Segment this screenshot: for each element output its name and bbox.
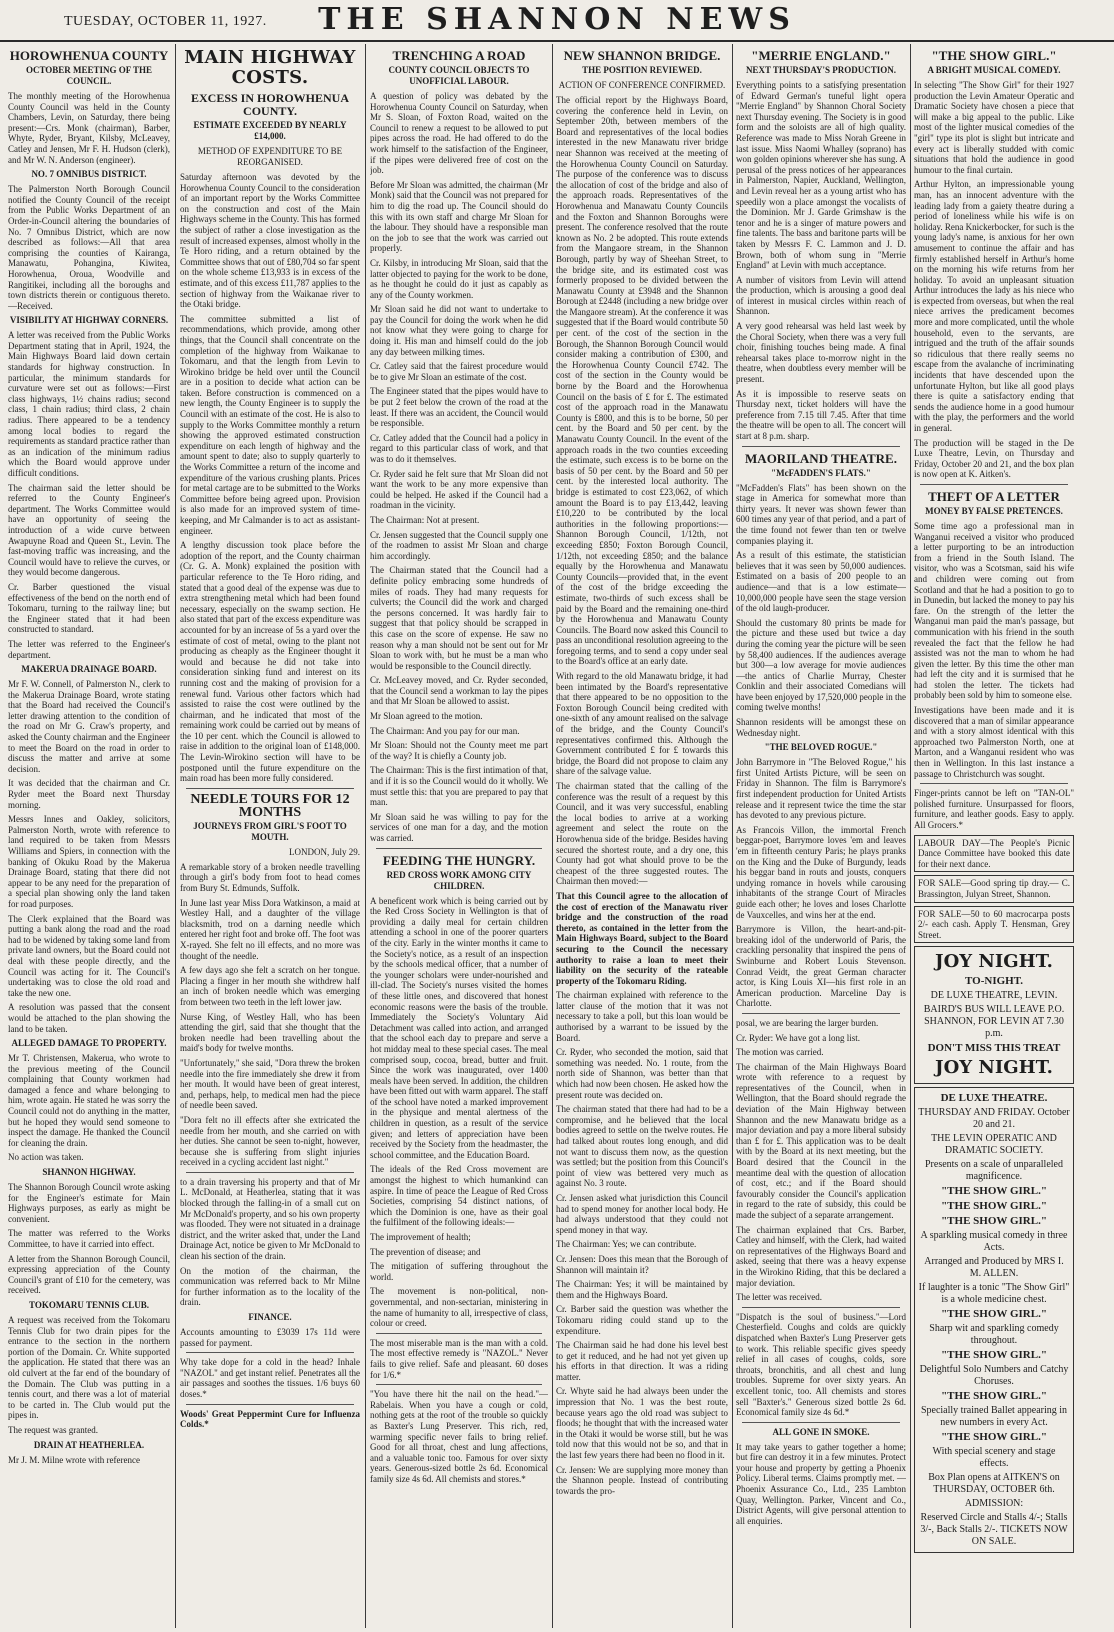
ad-line: With special scenery and stage effects. xyxy=(932,1446,1056,1470)
paragraph: A beneficent work which is being carried out by the Red Cross Society in Wellington is that of providing a daily meal for certain children attending a school in one of the poorer quarters of the city. Early in the winter months it came to the Society's notice, as a result of an inspection by the schools medical officer, that a number of the younger scholars were under-nourished and ill-clad. The Society's nurses visited the homes of these little ones, and discovered that honest economic reasons were the basis of the trouble. Immediately the Society's Voluntary Aid Detachment was called into action, and arranged that the school each day to prepare and serve a hot midday meal to these special cases. The meal comprised soup, cocoa, bread, butter and fruit. Since the work was inaugurated, over 1400 meals have been served. In addition, the children have been fitted out with warm apparel. The staff of the school have noted a marked improvement in the physique and mental alertness of the children in question, as a result of the service given; and letters of appreciation have been received by the Society from the headmaster, the school committee, and the Education Board. xyxy=(370,895,548,1160)
article-subheadline: EXCESS IN HOROWHENUA COUNTY. xyxy=(190,91,350,118)
section-heading: ALLEGED DAMAGE TO PROPERTY. xyxy=(11,1038,167,1049)
paragraph: Cr. Kilsby, in introducing Mr Sloan, said that the latter objected to paying for the work to be done, as he thought he could do it just as capably as any of the County workmen. xyxy=(370,257,548,300)
paragraph: The chairman explained that Crs. Barber, Catley and himself, with the Clerk, had waited on representatives of the Highways Board and asked, seeing that there was a heavy expense in the Wirokino Riding, that this be declared a major deviation. xyxy=(736,1224,906,1288)
paragraph: A very good rehearsal was held last week by the Choral Society, when there was a very full choir, finishing touches being made. A final rehearsal takes place to-morrow night in the theatre, when doubtless every member will be present. xyxy=(736,321,906,385)
column-rule xyxy=(910,44,911,1628)
paragraph: Cr. Ryder: We have got a long list. xyxy=(736,1032,860,1043)
paragraph: A resolution was passed that the consent would be attached to the plan showing the land to be taken. xyxy=(8,1002,170,1034)
advertisement: Why take dope for a cold in the head? Inhale "NAZOL" and get instant relief. Penetrates all the air passages and soothes the tissues. 1/6 buys 60 doses.* xyxy=(180,1357,360,1399)
divider xyxy=(186,1352,354,1353)
paragraph: Cr. Jensen: Does this mean that the Borough of Shannon will maintain it? xyxy=(556,1253,728,1275)
article-subheadline: OCTOBER MEETING OF THE COUNCIL. xyxy=(25,65,153,86)
classified-text: LABOUR DAY—The People's Picnic Dance Committee have booked this date for their next dance. xyxy=(918,837,1070,869)
paragraph: "Dora felt no ill effects after she extricated the needle from her mouth, and she carried on with her duties. She cannot be seen to-night, however, because she is suffering from slight injuries received in a cycling accident last night." xyxy=(180,1114,360,1168)
paragraph: As a result of this estimate, the statistician believes that it was seen by 50,000 audiences. Estimated on a basis of 200 people to an audience—and that is a low estimate—10,000,000 people have seen the stage version of the old laugh-producer. xyxy=(736,550,906,614)
paragraph: Mr Sloan said he was willing to pay for the services of one man for a day, and the motion was carried. xyxy=(370,811,548,843)
divider xyxy=(742,1307,900,1308)
paragraph: The Chairman: This is the first intimation of that, and if it is so the Council would do it wholly. We must settle this: that you are prepared to pay that man. xyxy=(370,765,548,808)
paragraph: Cr. Ryder, who seconded the motion, said that something was needed. No. 1 route, from the north side of Shannon, was better than that which had now been chosen. He asked how the present route was decided on. xyxy=(556,1047,728,1100)
paragraph: Messrs Innes and Oakley, solicitors, Palmerston North, wrote with reference to land required to be taken from Messrs Williams and Spiers, in connection with the banking of Okuku Road by the Makerua Drainage Board, stating that there did not appear to be any need for the preparation of a special plan showing only the land taken for road purposes. xyxy=(8,814,170,909)
paragraph: Everything points to a satisfying presentation of Edward German's tuneful light opera "Merrie England" by Shannon Choral Society next Thursday evening. The Society is in good form and the soloists are all of high quality. Reference was made to Miss Norah Greene in last issue. Miss Naomi Whalley (soprano) has won golden opinions wherever she has sung. A perusal of the press notices of her appearances in Palmerston, Napier, Auckland, Wellington, and Levin reveal her as a young artist who has speedily won a place amongst the vocalists of the Dominion. Mr J. Garde Grimshaw is the tenor and he is a singer of mature powers and fine talents. The bass and baritone parts will be taken by Messrs F. C. Lammon and J. D. Brown, both of whom sung in "Merrie England" at Levin with much acceptance. xyxy=(736,80,906,271)
article-subheadline: COUNTY COUNCIL OBJECTS TO UNOFFICIAL LABOUR. xyxy=(388,65,530,86)
issue-date: TUESDAY, OCTOBER 11, 1927. xyxy=(64,14,267,29)
section-heading: "THE BELOVED ROGUE." xyxy=(764,742,878,753)
article-deck: ESTIMATE EXCEEDED BY NEARLY £14,000. xyxy=(193,120,347,141)
paragraph: Cr. Whyte said he had always been under the impression that No. 1 was the best route, because years ago the old road was subject to floods; he thought that with the increased water in the Otaki it would be worse still, but he was told now that this would not be so, and that in the last few years there had been no flood in it. xyxy=(556,1386,728,1461)
paragraph: The production will be staged in the De Luxe Theatre, Levin, on Thursday and Friday, October 20 and 21, and the box plan is now open at K. Aitken's. xyxy=(914,437,1074,480)
paragraph: The Clerk explained that the Board was putting a bank along the road and the road had to be widened by taking some land from private land owners, but the Board could not deal with these people directly, and the Council was acting for it. The Council's undertaking was to close the old road and take the new one. xyxy=(8,913,170,998)
paragraph: Cr. Barber questioned the visual effectiveness of the bend on the north end of Tokomaru, turning to the railway line; but the Engineer stated that it had been constructed to standard. xyxy=(8,581,170,635)
paragraph: The improvement of health; xyxy=(370,1232,471,1242)
article-headline: MAORILAND THEATRE. xyxy=(745,450,897,466)
paragraph: Mr Sloan said he did not want to undertake to pay the Council for doing the work when he did not know what they were going to charge for doing it. His man and himself could do the job any day between milking times. xyxy=(370,304,548,357)
paragraph: As it is impossible to reserve seats on Thursday next, ticket holders will have the preference from 7.15 till 7.45. After that time the theatre will be open to all. The concert will start at 8 p.m. sharp. xyxy=(736,388,906,441)
divider xyxy=(742,446,900,447)
paragraph: The chairman explained with reference to the latter clause of the motion that it was not necessary to take a poll, but this loan would be authorised by a warrant to be issued by the Board. xyxy=(556,990,728,1043)
paragraph: Cr. Jensen asked what jurisdiction this Council had to spend money for another local body. He had always understood that they could not spend money in that way. xyxy=(556,1192,728,1235)
article-headline: NEEDLE TOURS FOR 12 MONTHS xyxy=(190,791,350,820)
paragraph: The ideals of the Red Cross movement are amongst the highest to which humankind can aspire. In time of peace the League of Red Cross Societies, comprising 54 distinct nations, of which the Dominion is one, have as their goal the fulfilment of the following ideals:— xyxy=(370,1164,548,1228)
paragraph: In selecting "The Show Girl" for their 1927 production the Levin Amateur Operatic and Dramatic Society have chosen a piece that will make a big appeal to the public. Like most of the lighter musical comedies of the "girl" type its plot is slight but intricate and every act is liberally studded with comic situations that hold the audience in good humour to the final curtain. xyxy=(914,80,1074,175)
article-deck: METHOD OF EXPENDITURE TO BE REORGANISED. xyxy=(197,146,343,167)
column-show-girl xyxy=(914,44,1074,1628)
paragraph: Cr. McLeavey moved, and Cr. Ryder seconded, that the Council send a workman to lay the pipes and that Mr Sloan be allowed to assist. xyxy=(370,675,548,707)
paragraph: The letter was referred to the Engineer's department. xyxy=(8,638,170,660)
ad-line: "THE SHOW GIRL." xyxy=(941,1390,1047,1403)
paragraph: The chairman stated that there had had to be a compromise, and he believed that the local bodies agreed to settle on the twelve routes. He had talked about routes long enough, and did not want to discuss them now, as the question was settled; but the position from this Council's point of view was bettered very much as against No. 3 route. xyxy=(556,1104,728,1189)
section-heading: VISIBILITY AT HIGHWAY CORNERS. xyxy=(9,315,169,326)
paragraph: The Chairman stated that the Council had a definite policy embracing some hundreds of miles of roads. They had many requests for culverts; the Council did the work and charged the persons concerned. It was hardly fair to suggest that that policy should be scrapped in this case on the score of expense. He saw no reason why a man should not be sent out for Mr Sloan to work with, but he must be a man who would be responsible to the Council directly. xyxy=(370,565,548,671)
paragraph: The committee submitted a list of recommendations, which provide, among other things, that the Council shall concentrate on the completion of the highway from Waikanae to Tokomaru, and that the length from Levin to Wirokino bridge be held over until the Council are in a position to decide what action can be taken. Before construction is commenced on a new length, the County Engineer is to supply the Council with an estimate of the cost. He is also to supply to the Works Committee monthly a return showing the approved estimated construction expenditure on each length of highway and the amount spent to date; also to supply quarterly to the Works Committee a return of the income and expenditure of the various crushing plants. Prices for metal cartage are to be submitted to the Works Committee before being agreed upon. Provision is also made for an improved system of time-keeping, and Mr Calmander is to act as assistant-engineer. xyxy=(180,313,360,536)
divider xyxy=(742,1422,900,1423)
section-heading: NO. 7 OMNIBUS DISTRICT. xyxy=(31,169,147,180)
article-subheadline: THE POSITION REVIEWED. xyxy=(582,65,702,75)
article-headline: MAIN HIGHWAY COSTS. xyxy=(184,47,356,88)
classified-text: FOR SALE—Good spring tip dray.— C. Brassington, Julyan Street, Shannon. xyxy=(918,878,1070,899)
paragraph: A lengthy discussion took place before the adoption of the report, and the County chairman (Cr. G. A. Monk) explained the position with particular reference to the Te Horo riding, and stated that a good deal of the expense was due to extra strengthening metal which had been found necessary, especially on the swamp section. He also stated that part of the excess expenditure was accounted for by an increase of 5s a yard over the estimate of cost of metal, owing to the plant not producing as cheaply as the Engineer thought it would and because he did not take into consideration sinking fund and interest on its running cost and the making of provision for a renewal fund. Various other factors which had assisted to raise the cost were outlined by the chairman, and he indicated that most of the remaining work could be carried out by means of the 10 per cent. which the Council is allowed to raise in addition to the original loan of £148,000. The Levin-Wirokino section will have to be postponed until the future expenditure on the main road has been more fully considered. xyxy=(180,540,360,784)
ad-line: "THE SHOW GIRL." xyxy=(941,1200,1047,1213)
column-trenching-a-road xyxy=(370,44,548,1628)
ad-line: "THE SHOW GIRL." xyxy=(941,1308,1047,1321)
paragraph: Cr. Barber said the question was whether the Tokomaru riding could stand up to the expenditure. xyxy=(556,1304,728,1336)
paragraph: In June last year Miss Dora Watkinson, a maid at Westley Hall, and a daughter of the village blacksmith, trod on a darning needle which entered her right foot and broke off. The foot was X-rayed. She felt no ill effects, and no more was thought of the needle. xyxy=(180,897,360,961)
paragraph: John Barrymore in "The Beloved Rogue," his first United Artists Picture, will be seen on Friday in Shannon. The film is Barrymore's first independent production for United Artists release and it represent twice the time the star has devoted to any previous picture. xyxy=(736,757,906,821)
paragraph: Cr. Jensen: We are supplying more money than the Shannon people. Instead of contributing towards the pro- xyxy=(556,1464,728,1496)
paragraph: Should the customary 80 prints be made for the picture and these used but twice a day during the coming year the picture will be seen by 58,400 audiences. If the audiences average but 300—a low average for movie audiences—the antics of Charlie Murray, Chester Conklin and their associated Comedians will have been enjoyed by 17,520,000 people in the coming twelve months! xyxy=(736,617,906,713)
column-rule xyxy=(175,44,176,1628)
paragraph: The prevention of disease; and xyxy=(370,1246,481,1257)
ad-line: BAIRD'S BUS WILL LEAVE P.O. SHANNON, FOR LEVIN AT 7.30 p.m. xyxy=(923,1004,1065,1040)
ad-line: Presents on a scale of unparalleled magnificence. xyxy=(924,1159,1063,1183)
article-headline: "THE SHOW GIRL." xyxy=(931,48,1057,63)
article-subheadline: RED CROSS WORK AMONG CITY CHILDREN. xyxy=(386,869,532,891)
classified-ad xyxy=(914,906,1074,944)
column-merrie-england xyxy=(736,44,906,1628)
advertisement: "You have there hit the nail on the head."—Rabelais. When you have a cough or cold, nothing gets at the root of the trouble so quickly as Baxter's Lung Preserver. This rich, red, warming specific never fails to bring relief. Good for all throat, chest and lung affections, and a valuable tonic too. Famous for over sixty years. Generous-sized bottle 2s 6d. Economical family size 4s 6d. All chemists and stores.* xyxy=(370,1389,548,1484)
classified-text: FOR SALE—50 to 60 macrocarpa posts 2/- each cash. Apply T. Hensman, Grey Street. xyxy=(918,908,1070,940)
article-deck: ACTION OF CONFERENCE CONFIRMED. xyxy=(558,80,726,90)
classified-ad xyxy=(914,875,1074,902)
paragraph: Before Mr Sloan was admitted, the chairman (Mr Monk) said that the Council was not prepared for him to dig the road up. The Council should do this with its own staff and charge Mr Sloan for the labour. They should have a responsible man on the job to see that the work was carried out properly. xyxy=(370,179,548,254)
paragraph: The letter was received. xyxy=(736,1292,822,1303)
dateline: LONDON, July 29. xyxy=(289,846,360,857)
column-new-shannon-bridge xyxy=(556,44,728,1628)
paragraph: The Chairman: And you pay for our man. xyxy=(370,725,520,736)
masthead xyxy=(0,0,1114,42)
paragraph: Barrymore is Villon, the heart-and-pit-breaking idol of the underworld of Paris, the crackling personality that inspired the pens of Swinburne and Robert Louis Stevenson. Conrad Veidt, the great German character actor, is King Louis XI—his first role in an American production. Marceline Day is Charlotte. xyxy=(736,924,906,1009)
newspaper-title: THE SHANNON NEWS xyxy=(318,2,796,37)
article-headline: THEFT OF A LETTER xyxy=(928,488,1060,504)
section-heading: SHANNON HIGHWAY. xyxy=(42,1167,136,1178)
paragraph: posal, we are bearing the larger burden. xyxy=(736,1017,879,1028)
paragraph: Cr. Ryder said he felt sure that Mr Sloan did not want the work to be any more expensive than could be helped. He asked if the Council had a roadman in the vicinity. xyxy=(370,468,548,511)
ad-line: ADMISSION: xyxy=(964,1498,1024,1510)
paragraph: The chairman of the Main Highways Board wrote with reference to a request by representatives of the Council, when in Wellington, that the Board should regrade the deviation of the Main Highway between Shannon and the new Manawatu bridge as a major deviation and pay a more liberal subsidy than £ for £. This application was to be dealt with by the Board at its next meeting, but the Board desired that the Council in the meantime deal with the question of allocation of cost, etc.; and if the Board should favourably consider the Council's application in regard to the rate of subsidy, this could be made the subject of a separate arrangement. xyxy=(736,1061,906,1220)
paragraph: A request was received from the Tokomaru Tennis Club for two drain pipes for the entrance to the section in the northern portion of the Domain. Cr. White supported the application. He stated that there was an old culvert at the far end of the boundary of the Domain. The Club was putting in a tennis court, and there was a lot of material to be carted in. The Club would put the pipes in. xyxy=(8,1314,170,1421)
advertisement: Finger-prints cannot be left on "TAN-OL" polished furniture. Unsurpassed for floors, furniture, and leather goods. Easy to apply. All Grocers.* xyxy=(914,788,1074,830)
paragraph: The Chairman said he had done his level best to get it reduced, and he had not yet given up his efforts in that direction. It was a riding matter. xyxy=(556,1340,728,1382)
ad-line: "THE SHOW GIRL." xyxy=(941,1349,1047,1362)
divider xyxy=(920,484,1068,485)
paragraph: Accounts amounting to £3039 17s 11d were passed for payment. xyxy=(180,1327,360,1348)
paragraph: The Palmerston North Borough Council notified the County Council of the receipt from the Public Works Department of an Order-in-Council altering the boundaries of No. 7 Omnibus District, which are now described as follows:—All that area comprising the counties of Kairanga, Manawatu, Pohangina, Kiwitea, Horowhenua, Oroua, Woodville and Rangitikei, including all the boroughs and town districts therein or contiguous thereto.—Received. xyxy=(8,184,170,311)
paragraph: "McFadden's Flats" has been shown on the stage in America for somewhat more than thirty years. It never was shown fewer than 600 times any year of that period, and a part of the time found not fewer than ten or twelve companies playing it. xyxy=(736,482,906,546)
article-headline: "MERRIE ENGLAND." xyxy=(751,48,891,63)
divider xyxy=(376,1333,542,1334)
paragraph: Nurse King, of Westley Hall, who has been attending the girl, said that she thought that the broken needle had been travelling about the maid's body for twelve months. xyxy=(180,1011,360,1054)
section-heading: MAKERUA DRAINAGE BOARD. xyxy=(21,664,157,675)
paragraph: "Unfortunately," she said, "Dora threw the broken needle into the fire immediately she drew it from her mouth. It would have been of great interest, and, perhaps, help, to medical men had the piece of needle been saved. xyxy=(180,1057,360,1111)
show-girl-ad xyxy=(914,1087,1074,1553)
divider xyxy=(186,788,354,789)
article-subheadline: NEXT THURSDAY'S PRODUCTION. xyxy=(745,65,897,75)
paragraph: Saturday afternoon was devoted by the Horowhenua County Council to the consideration of an important report by the Works Committee on the construction and cost of the Main Highways scheme in the County. This has formed the subject of rather a close investigation as the result of increased expenses, almost wholly in the Te Horo riding, and a return obtained by the Committee shows that out of £80,704 so far spent on the whole scheme £13,933 is in excess of the estimate, and of this excess £11,787 applies to the section of highway from the Waikanae river to the Otaki bridge. xyxy=(180,172,360,310)
paragraph: Mr T. Christensen, Makerua, who wrote to the previous meeting of the Council complaining that County workmen had damaged a fence and whare belonging to him, wrote again. He stated he was sorry the Council could not do anything in the matter, but he hoped they would send someone to inspect the damage. He thanked the Council for cleaning the drain. xyxy=(8,1053,170,1148)
column-rule xyxy=(552,44,553,1628)
ad-line: Reserved Circle and Stalls 4/-; Stalls 3/-, Back Stalls 2/-. TICKETS NOW ON SALE. xyxy=(920,1512,1068,1548)
paragraph: On the motion of the chairman, the communication was referred back to Mr Milne for further information as to the locality of the drain. xyxy=(180,1265,360,1308)
paragraph: The monthly meeting of the Horowhenua County Council was held in the County Chambers, Levin, on Saturday, there being present:—Crs. Monk (chairman), Barber, Whyte, Ryder, Bryant, Kilsby, McLeavey, Catley and Jensen, Mr F. H. Hudson (clerk), and Mr W. N. Anderson (engineer). xyxy=(8,91,170,165)
joy-night-ad xyxy=(914,946,1074,1084)
paragraph: As Francois Villon, the immortal French beggar-poet, Barrymore loves 'em and leaves 'em in fifteenth century Paris; he plays pranks on the King and the Duke of Burgundy, leads his beggar band in routs and jousts, conquers undying romance in hovels while carousing inhabitants of the strange Court of Miracles guide each other; he loves and loses Charlotte de Vauxcelles, and wins her at the end. xyxy=(736,824,906,920)
article-subheadline: MONEY BY FALSE PRETENCES. xyxy=(925,505,1063,516)
paragraph: The chairman said the letter should be referred to the County Engineer's department. The Works Committee would have an opportunity of seeing the introduction of a wide curve between Awapuyne Road and Queen St., Levin. The fast-moving traffic was increasing, and the Council would have to relieve the curves, or they would become dangerous. xyxy=(8,482,170,578)
paragraph: Mr F. W. Connell, of Palmerston N., clerk to the Makerua Drainage Board, wrote stating that the Board had received the Council's letter drawing attention to the condition of the road on Mr G. Craw's property, and asked the County chairman and the Engineer to meet the Board on the road in order to discuss the matter and arrive at some decision. xyxy=(8,679,170,774)
column-main-highway-costs xyxy=(180,44,360,1628)
ad-line: DE LUXE THEATRE, LEVIN. xyxy=(930,990,1058,1002)
paragraph: Cr. Catley said that the fairest procedure would be to give Mr Sloan an estimate of the cost. xyxy=(370,361,548,382)
article-subheadline: JOURNEYS FROM GIRL'S FOOT TO MOUTH. xyxy=(193,820,347,842)
advertisement: "Dispatch is the soul of business."—Lord Chesterfield. Coughs and colds are quickly dispatched when Baxter's Lung Preserver gets to work. This reliable specific gives speedy relief in all cases of coughs, colds, sore throats, bronchitis, and all chest and lung troubles. Supreme for over sixty years. An excellent tonic, too. All chemists and stores sell "Baxter's." Generous sized bottle 2s 6d. Economical family size 4s 6d.* xyxy=(736,1311,906,1418)
divider xyxy=(186,1172,354,1173)
paragraph: No action was taken. xyxy=(8,1152,84,1163)
ad-line: Specially trained Ballet appearing in new numbers in every Act. xyxy=(920,1405,1068,1429)
divider xyxy=(186,1404,354,1405)
column-rule xyxy=(365,44,366,1628)
paragraph: The Shannon Borough Council wrote asking for the Engineer's estimate for Main Highways purposes, as early as might be convenient. xyxy=(8,1182,170,1224)
ad-title: JOY NIGHT. xyxy=(935,951,1053,973)
ad-line: "THE SHOW GIRL." xyxy=(941,1431,1047,1444)
ad-line: Box Plan opens at AITKEN'S on THURSDAY, OCTOBER 6th. xyxy=(928,1472,1060,1496)
paragraph: Mr Sloan: Should not the County meet me part of the way? It is chiefly a County job. xyxy=(370,740,548,761)
section-heading: DRAIN AT HEATHERLEA. xyxy=(33,1439,145,1450)
motion-text: That this Council agree to the allocation of the cost of erection of the Manawatu river bridge and the construction of the road thereto, as contained in the letter from the Main Highways Board, subject to the Board securing to the Council the necessary authority to raise a loan to meet their liability on the security of the rateable property of the Tokomaru Riding. xyxy=(556,890,728,986)
paragraph: A remarkable story of a broken needle travelling through a girl's body from foot to head comes from Bury St. Edmunds, Suffolk. xyxy=(180,861,360,894)
section-heading: FINANCE. xyxy=(248,1312,292,1322)
paragraph: With regard to the old Manawatu bridge, it had been intimated by the Board's representative that there appeared to be no opposition to the Foxton Borough Council being credited with one-sixth of any amount realised on the salvage of the bridge, and the County Council's representatives confirmed this. Although the Government contributed £ for £ towards this bridge, the Board did not propose to claim any share of the salvage value. xyxy=(556,671,728,777)
paragraph: The movement is non-political, non-governmental, and non-sectarian, ministering in the name of humanity to all, irrespective of class, colour or creed. xyxy=(370,1286,548,1329)
ad-line: "THE SHOW GIRL." xyxy=(941,1215,1047,1228)
paragraph: Shannon residents will be amongst these on Wednesday night. xyxy=(736,717,906,738)
advertisement: The most miserable man is the man with a cold. The most effective remedy is "NAZOL." Never fails to give relief. Safe and pleasant. 60 doses for 1/6.* xyxy=(370,1337,548,1380)
paragraph: It was decided that the chairman and Cr. Ryder meet the Board next Thursday morning. xyxy=(8,778,170,810)
divider xyxy=(920,783,1068,784)
paragraph: A letter from the Shannon Borough Council, expressing appreciation of the County Council's grant of £10 for the cemetery, was received. xyxy=(8,1253,170,1296)
article-headline: HOROWHENUA COUNTY xyxy=(9,48,169,63)
ad-line: A sparkling musical comedy in three Acts. xyxy=(920,1230,1068,1254)
paragraph: Mr J. M. Milne wrote with reference xyxy=(8,1454,140,1465)
advertisement: It may take years to gather together a home; but fire can destroy it in a few minutes. Protect your house and property by getting a Phoenix Policy. Liberal terms. Claims promptly met. —Phoenix Assurance Co., Ltd., 235 Lambton Quay, Wellington. Parker, Vincent and Co., District Agents, will give personal attention to all enquiries. xyxy=(736,1441,906,1526)
column-rule xyxy=(732,44,733,1628)
paragraph: The motion was carried. xyxy=(736,1047,824,1058)
paragraph: A letter was received from the Public Works Department stating that in April, 1924, the Main Highways Board laid down certain standards for highway construction. In particular, the minimum standards for curvature were set out as follows:—First class highways, 1½ chains radius; second class, 1 chain radius; third class, 2 chain radius. There appeared to be a tendency among local bodies to regard the requirements as standard practice rather than as an indication of the minimum radius which the Board would approve under difficult conditions. xyxy=(8,330,170,478)
divider xyxy=(376,1384,542,1385)
article-headline: NEW SHANNON BRIDGE. xyxy=(563,48,721,63)
paragraph: A question of policy was debated by the Horowhenua County Council on Saturday, when Mr S. Sloan, of Foxton Road, waited on the Council to renew a request to be allowed to put pipes across the road. He had offered to do the work himself to the satisfaction of the Engineer, if the pipes were delivered free of cost on the job. xyxy=(370,91,548,176)
paragraph: The mitigation of suffering throughout the world. xyxy=(370,1261,548,1282)
ad-line: DON'T MISS THIS TREAT xyxy=(927,1042,1061,1055)
paragraph: The matter was referred to the Works Committee, to have it carried into effect. xyxy=(8,1228,170,1249)
divider xyxy=(376,848,542,849)
paragraph: Arthur Hylton, an impressionable young man, has an innocent adventure with the leading lady from a gaiety theatre during a period of loneliness while his wife is on holiday. Rena Knickerbocker, for such is the young lady's name, is anxious for her own amusement to continue the affair and has firmly established herself in Arthur's home on the morning his wife returns from her holiday. To avoid an unpleasant situation Arthur introduces the lady as his niece who is expected from overseas, but when the real niece arrives the predicament becomes more and more complicated, until the whole household, even to the servants, are intrigued and the truth of the affair sounds so ridiculous that there really seems no escape from the avalanche of incriminating incidents that have descended upon the unfortunate Hylton, but like all good plays there is quite a satisfactory ending that sends the audience home in a good humour with the play, the performers and the world in general. xyxy=(914,179,1074,433)
paragraph: Investigations have been made and it is discovered that a man of similar appearance and with a story almost identical with this approached two Palmerston North, one at Marton, and a Wanganui resident who was then in Wellington. In this last instance a passage to Christchurch was sought. xyxy=(914,705,1074,779)
paragraph: The Engineer stated that the pipes would have to be put 2 feet below the crown of the road at the least. If there was an accident, the Council would be responsible. xyxy=(370,386,548,429)
article-headline: FEEDING THE HUNGRY. xyxy=(382,852,536,868)
ad-line: DE LUXE THEATRE. xyxy=(940,1092,1048,1105)
paragraph: The Chairman: Yes; we can contribute. xyxy=(556,1239,697,1250)
ad-line: TO-NIGHT. xyxy=(965,975,1023,988)
article-headline: TRENCHING A ROAD xyxy=(392,48,526,63)
paragraph: The chairman stated that the calling of the conference was the result of a request by this Council, and it was very successful, enabling the local bodies to arrive at a working agreement and select the route on the Horowhenua side of the bridge. Besides having secured the shortest route, and a dry one, this County had got what should prove to be the cheapest of the three suggested routes. The Chairman then moved:— xyxy=(556,781,728,887)
paragraph: to a drain traversing his property and that of Mr L. McDonald, at Heatherlea, stating that it was blocked through the falling-in of a small cut on Mr McDonald's property, and so his own property was flooded. They were not situated in a drainage district, and the writer asked that, under the Land Drainage Act, notice be given to Mr McDonald to clean his section of the drain. xyxy=(180,1176,360,1262)
section-heading: TOKOMARU TENNIS CLUB. xyxy=(29,1299,149,1310)
paragraph: Mr Sloan agreed to the motion. xyxy=(370,711,483,722)
ad-line: THE LEVIN OPERATIC AND DRAMATIC SOCIETY. xyxy=(931,1133,1057,1157)
ad-line: "THE SHOW GIRL." xyxy=(941,1185,1047,1198)
paragraph: The official report by the Highways Board, covering the conference held in Levin, on September 20th, between members of the Board and representatives of the local bodies interested in the new Manawatu river bridge near Shannon was received at the meeting of the Horowhenua County Council on Saturday. The purpose of the conference was to discuss the allocation of cost of the bridge and also of the approach roads. Representatives of the Horowhenua and Manawatu County Councils and the Foxton and Shannon Boroughs were present. The conference resolved that the route known as No. 2 be adopted. This route extends from the Mangaore stream, in the Shannon Borough, partly by way of Sheehan Street, to the bridge site, and its estimated cost was formerly proposed to be divided between the Manawatu County at £3948 and the Shannon Borough at £2448 (including a new bridge over the Mangaore stream). At the conference it was suggested that if the Board would contribute 50 per cent. of the cost of the section in the Borough, the Shannon Borough Council would consider making a contribution of £300, and the Horowhenua County Council £742. The cost of the section in the County would be borne by the Board and the Horowhenua Council on the basis of £ for £. The estimated cost of the approach road in the Manawatu County is £800, and this is to be borne, 50 per cent. by the Board and 50 per cent. by the Manawatu County Council. In the event of the approach roads in the two counties exceeding the estimate, such excess is to be borne on the basis of 50 per cent. by the Board and 50 per cent. by the interested local authority. The bridge is estimated to cost £23,062, of which amount the Board is to pay £13,442, leaving £10,220 to be contributed by the local authorities in the following proportions:—Shannon Borough Council, 1/12th, not exceeding £850; Foxton Borough Council, 1/12th, not exceeding £850; and the balance equally by the Horowhenua and Manawatu County Councils—provided that, in the event of the cost of the bridge exceeding the estimate, two-thirds of such excess shall be paid by the Board and the remaining one-third by the Horowhenua and Manawatu County Councils. The Board now asked this Council to pass an unconditional resolution agreeing to the foregoing terms, and to send a copy under seal to the Board's office at an early date. xyxy=(556,95,728,667)
paragraph: The Chairman: Yes; it will be maintained by them and the Highways Board. xyxy=(556,1279,728,1300)
paragraph: Some time ago a professional man in Wanganui received a visitor who produced a letter purporting to be an introduction from a friend in the South Island. The visitor, who was a Scotsman, said his wife and children were coming out from Scotland and that he had a position to go to in Dunedin, but lacked the money to pay his fare. On the strength of the letter the Wanganui man paid the man's passage, but communication with his friend in the south revealed the fact that the fellow he had assisted was not the man to whom he had given the letter. By this time the other man had left the city and it is surmised that he had stolen the letter. The tickets had probably been sold by him to someone else. xyxy=(914,520,1074,701)
column-horowhenua-county xyxy=(8,44,170,1628)
paragraph: Cr. Catley added that the Council had a policy in regard to this particular class of work, and that was to do it themselves. xyxy=(370,432,548,464)
classified-ad xyxy=(914,835,1074,873)
article-subheadline: "McFADDEN'S FLATS." xyxy=(771,467,871,478)
section-heading: ALL GONE IN SMOKE. xyxy=(772,1426,870,1437)
ad-line: Arranged and Produced by MRS I. M. ALLEN. xyxy=(924,1256,1064,1280)
article-subheadline: A BRIGHT MUSICAL COMEDY. xyxy=(927,65,1061,75)
divider xyxy=(742,1013,900,1014)
advertisement: Woods' Great Peppermint Cure for Influenza Colds.* xyxy=(180,1408,360,1430)
paragraph: The request was granted. xyxy=(8,1424,98,1435)
paragraph: Cr. Jensen suggested that the Council supply one of the roadmen to assist Mr Sloan and charge him accordingly. xyxy=(370,529,548,561)
paragraph: The Chairman: Not at present. xyxy=(370,514,480,525)
paragraph: A number of visitors from Levin will attend the production, which is arousing a good deal of interest in musical circles within reach of Shannon. xyxy=(736,274,906,317)
ad-line: Delightful Solo Numbers and Catchy Choruses. xyxy=(919,1364,1069,1388)
ad-line: If laughter is a tonic "The Show Girl" is a whole medicine chest. xyxy=(918,1282,1070,1306)
ad-title: JOY NIGHT. xyxy=(935,1057,1053,1079)
ad-line: Sharp wit and sparkling comedy throughout. xyxy=(929,1323,1059,1347)
ad-line: THURSDAY AND FRIDAY. October 20 and 21. xyxy=(918,1107,1070,1131)
paragraph: A few days ago she felt a scratch on her tongue. Placing a finger in her mouth she withdrew half an inch of broken needle which was emerging from between two teeth in the left lower jaw. xyxy=(180,965,360,1007)
